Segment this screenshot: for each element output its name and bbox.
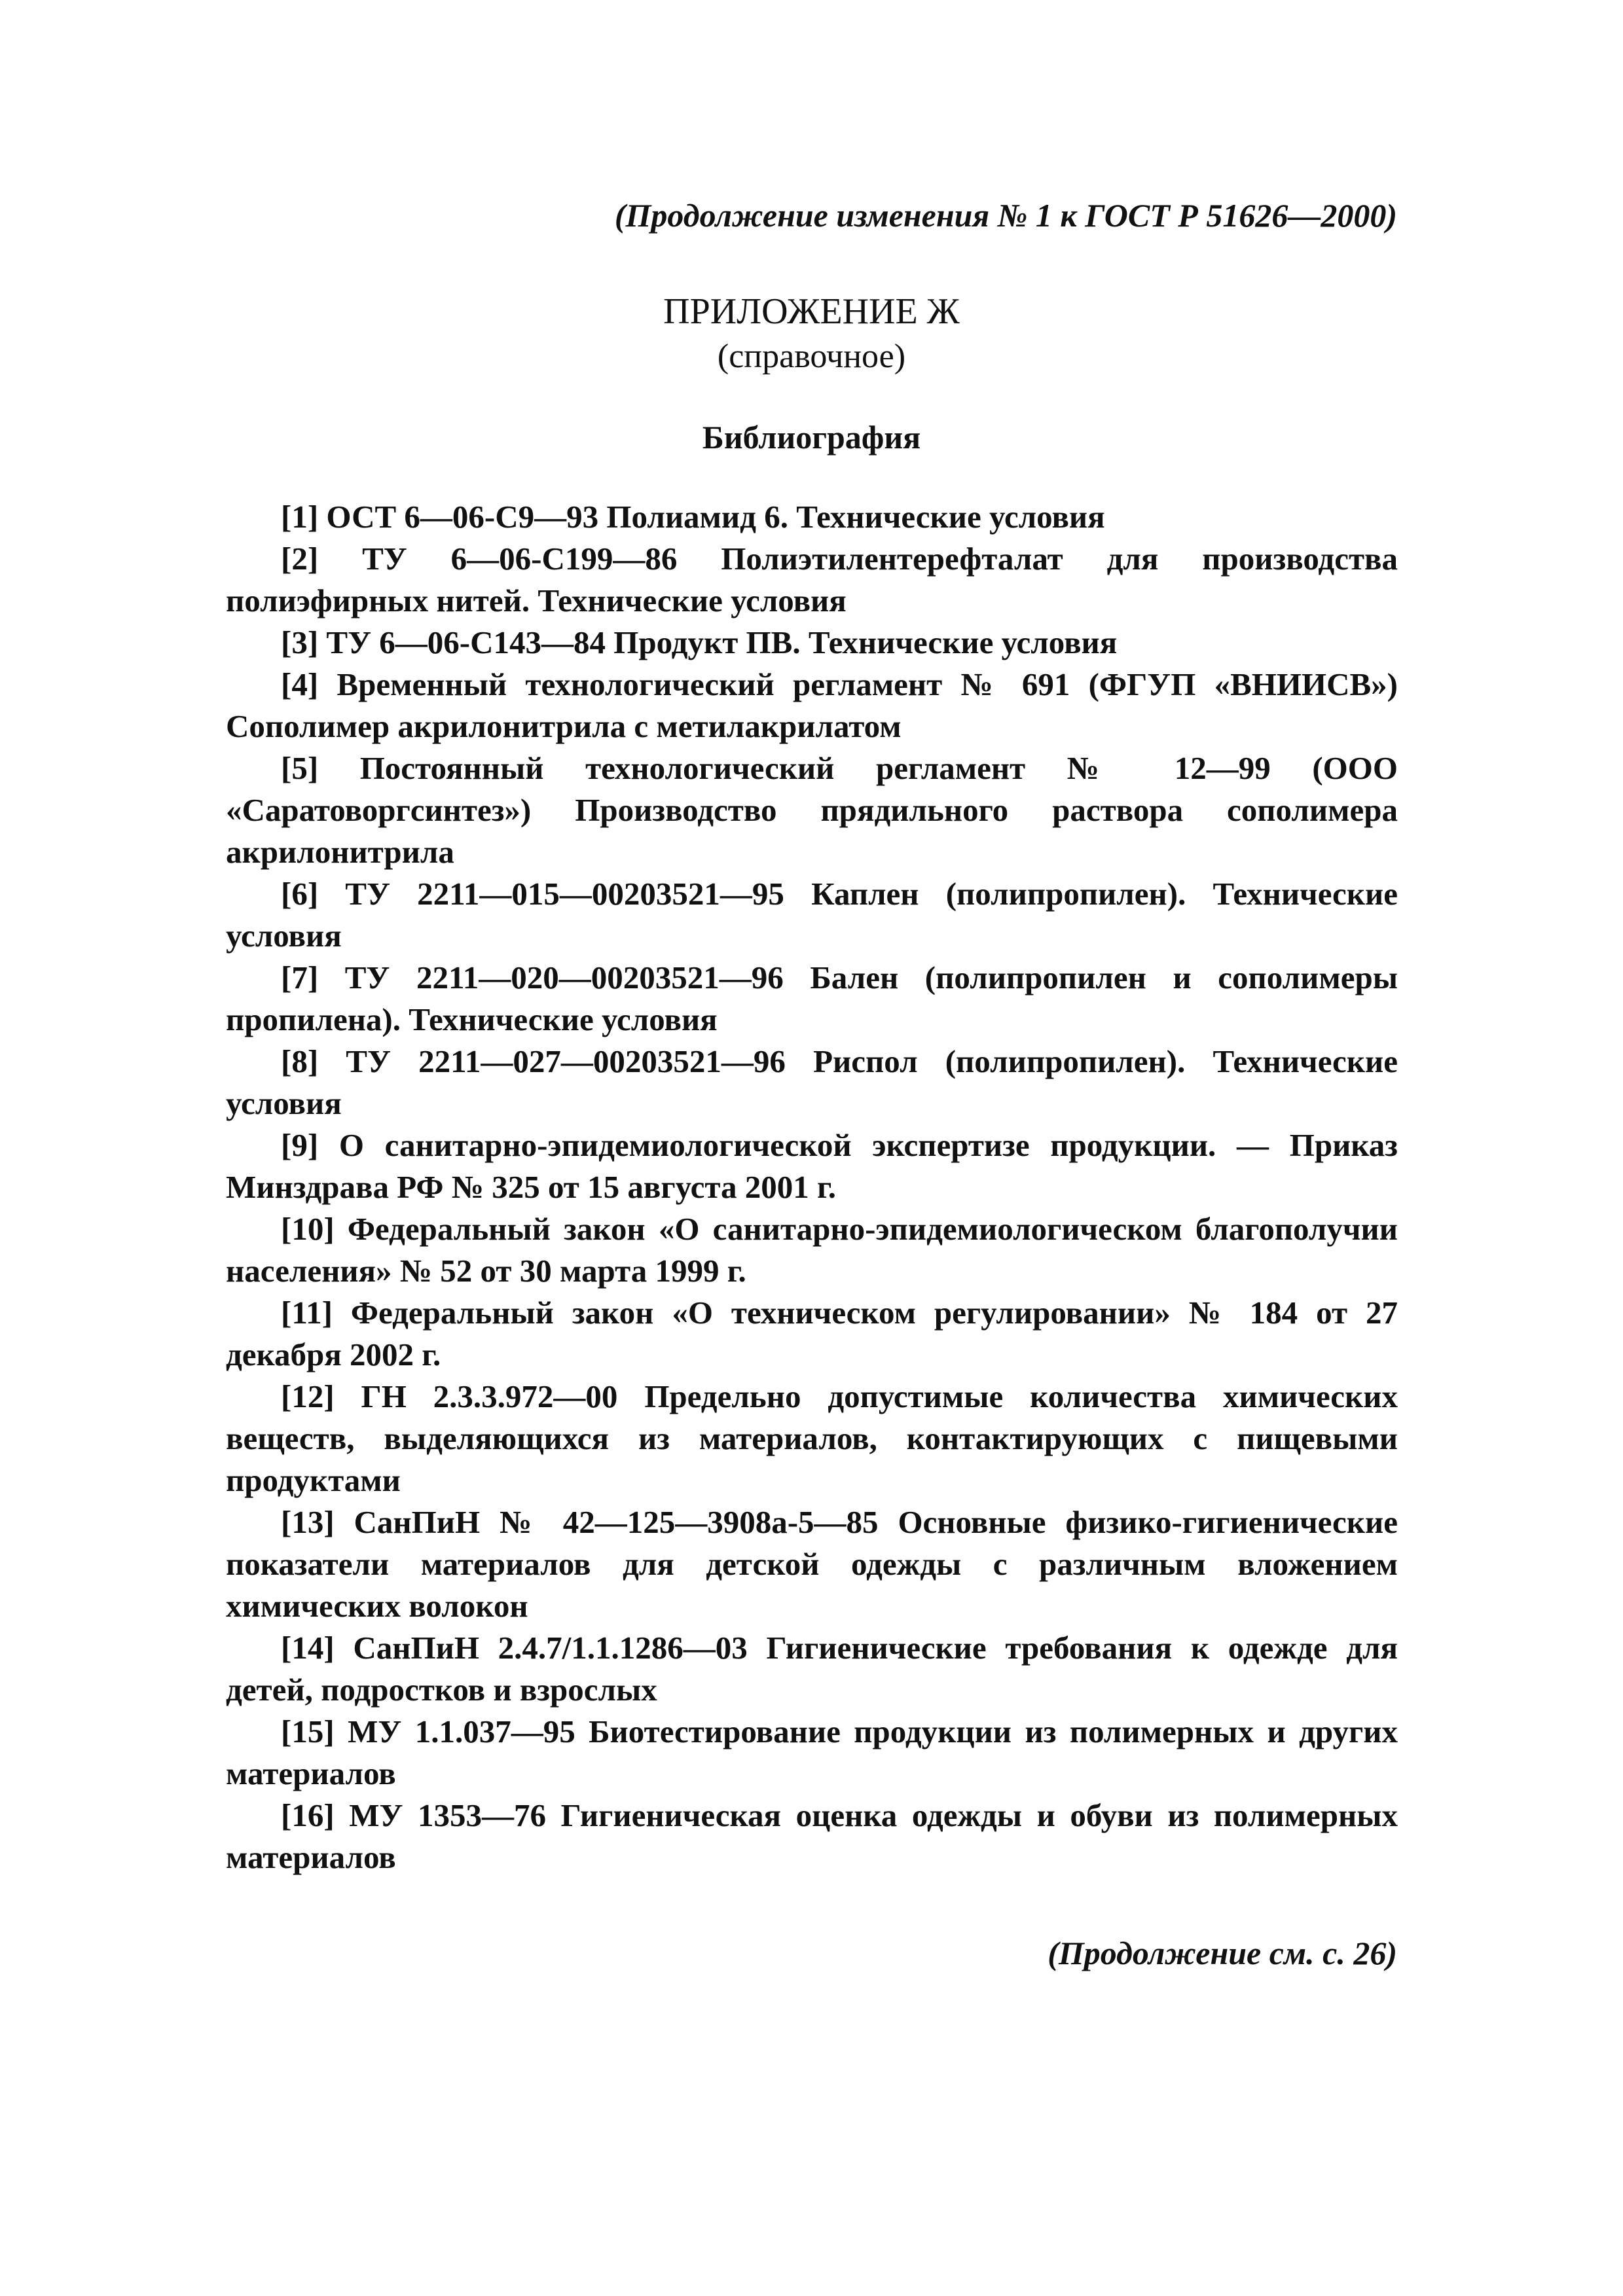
- reference-item: [15] МУ 1.1.037—95 Биотестирование продукции из полимерных и других материалов: [226, 1713, 1398, 1791]
- reference-item: [13] СанПиН № 42—125—3908а-5—85 Основные физико-гигиенические показатели материалов для детской одежды с различным вложением химических волокон: [226, 1504, 1398, 1624]
- reference-item: [8] ТУ 2211—027—00203521—96 Риспол (полипропилен). Технические условия: [226, 1043, 1398, 1121]
- reference-item: [4] Временный технологический регламент № 691 (ФГУП «ВНИИСВ») Сополимер акрилонитрила с метилакрилатом: [226, 666, 1398, 744]
- bibliography-heading: Библиография: [702, 419, 921, 456]
- reference-item: [7] ТУ 2211—020—00203521—96 Бален (полипропилен и сополимеры пропилена). Технические условия: [226, 960, 1398, 1037]
- reference-item: [9] О санитарно-эпидемиологической экспертизе продукции. — Приказ Минздрава РФ № 325 от 15 августа 2001 г.: [226, 1127, 1398, 1205]
- reference-list: [226, 496, 1398, 1878]
- annex-title: ПРИЛОЖЕНИЕ Ж: [663, 291, 960, 332]
- continuation-header: (Продолжение изменения № 1 к ГОСТ Р 51626—2000): [614, 197, 1397, 234]
- reference-item: [12] ГН 2.3.3.972—00 Предельно допустимые количества химических веществ, выделяющихся из материалов, контактирующих с пищевыми продуктами: [226, 1378, 1398, 1498]
- annex-subtitle: (справочное): [717, 338, 906, 375]
- reference-item: [5] Постоянный технологический регламент № 12—99 (ООО «Саратоворгсинтез») Производство прядильного раствора сополимера акрилонитрила: [226, 750, 1398, 870]
- reference-item: [2] ТУ 6—06-С199—86 Полиэтилентерефталат для производства полиэфирных нитей. Технические условия: [226, 541, 1398, 619]
- reference-item: [6] ТУ 2211—015—00203521—95 Каплен (полипропилен). Технические условия: [226, 876, 1398, 954]
- reference-item: [3] ТУ 6—06-С143—84 Продукт ПВ. Технические условия: [281, 624, 1118, 660]
- reference-item: [14] СанПиН 2.4.7/1.1.1286—03 Гигиенические требования к одежде для детей, подростков и взрослых: [226, 1630, 1398, 1708]
- continuation-footer: (Продолжение см. с. 26): [1048, 1935, 1397, 1971]
- reference-item: [10] Федеральный закон «О санитарно-эпидемиологическом благополучии населения» № 52 от 30 марта 1999 г.: [226, 1211, 1398, 1289]
- reference-item: [11] Федеральный закон «О техническом регулировании» № 184 от 27 декабря 2002 г.: [226, 1295, 1398, 1372]
- reference-item: [16] МУ 1353—76 Гигиеническая оценка одежды и обуви из полимерных материалов: [226, 1797, 1398, 1875]
- reference-item: [1] ОСТ 6—06-С9—93 Полиамид 6. Технические условия: [281, 499, 1105, 535]
